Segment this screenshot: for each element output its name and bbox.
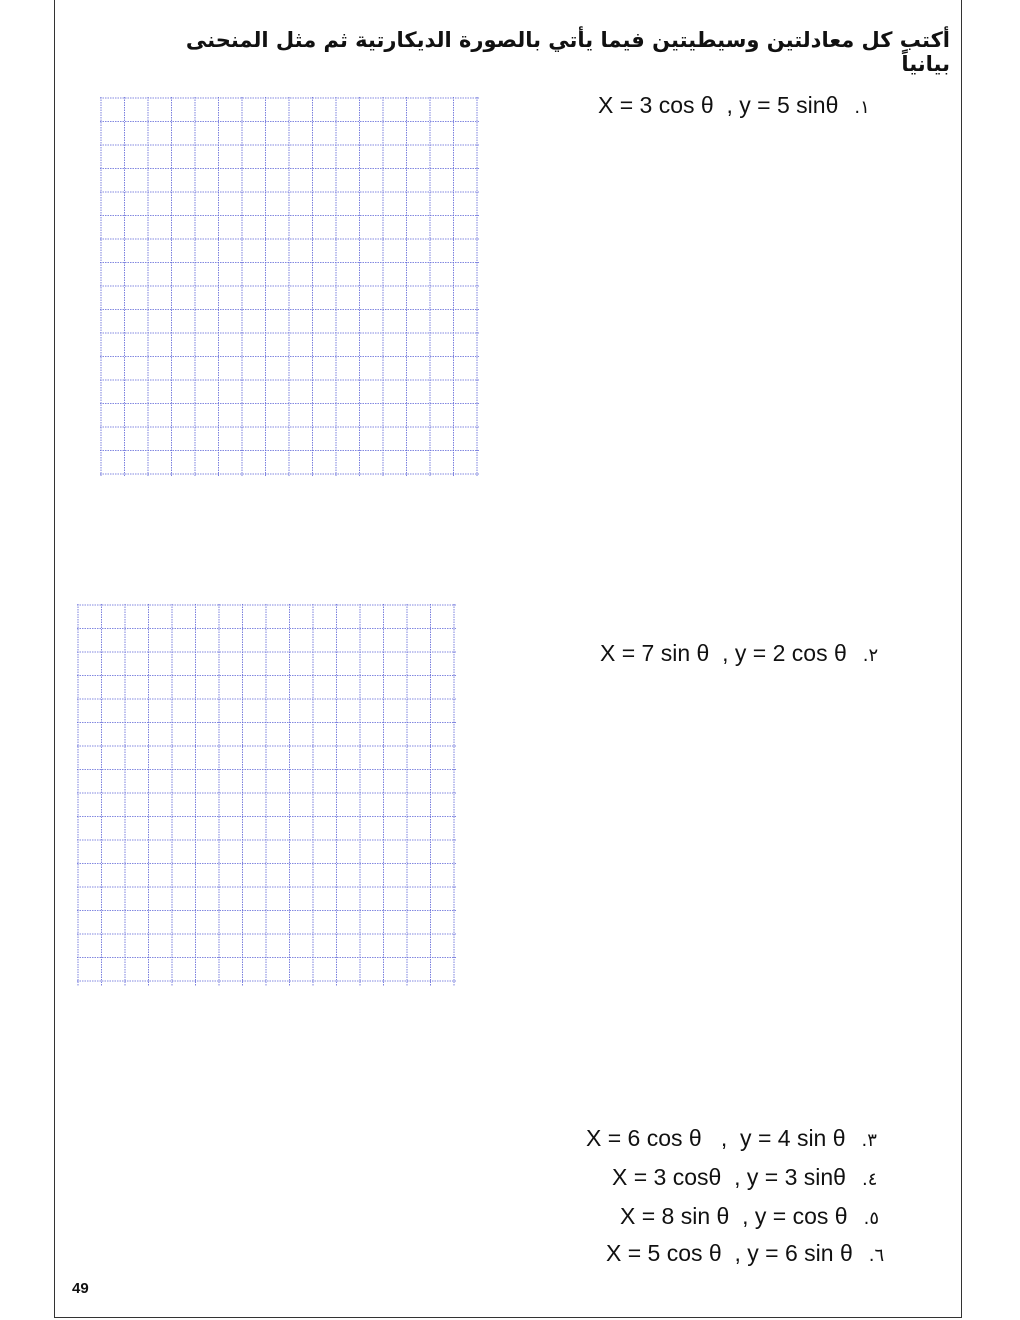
graph-paper-grid-2 xyxy=(77,604,457,986)
problem-4-number: .٤ xyxy=(861,1169,878,1190)
problem-4-equation: X = 3 cosθ , y = 3 sinθ xyxy=(612,1164,846,1190)
problem-1-equation: X = 3 cos θ , y = 5 sinθ xyxy=(598,92,839,118)
page-number: 49 xyxy=(72,1280,89,1297)
problem-2 xyxy=(600,640,878,667)
problem-5 xyxy=(620,1203,879,1230)
problem-5-number: .٥ xyxy=(863,1208,879,1229)
problem-3-equation: X = 6 cos θ , y = 4 sin θ xyxy=(586,1125,846,1151)
problem-6-number: .٦ xyxy=(868,1245,885,1266)
problem-1-number: .١ xyxy=(854,97,870,118)
problem-3-number: .٣ xyxy=(861,1130,877,1151)
problem-3 xyxy=(586,1125,877,1152)
problem-6-equation: X = 5 cos θ , y = 6 sin θ xyxy=(606,1240,853,1266)
graph-paper-grid-1 xyxy=(100,97,480,477)
problem-6 xyxy=(606,1240,884,1267)
problem-2-equation: X = 7 sin θ , y = 2 cos θ xyxy=(600,640,847,666)
problem-5-equation: X = 8 sin θ , y = cos θ xyxy=(620,1203,848,1229)
problem-4 xyxy=(612,1164,877,1191)
problem-1 xyxy=(598,92,870,119)
problem-2-number: .٢ xyxy=(862,645,879,666)
instruction-text: أكتب كل معادلتين وسيطيتين فيما يأتي بالصورة الديكارتية ثم مثل المنحنى بيانياً xyxy=(185,28,950,76)
